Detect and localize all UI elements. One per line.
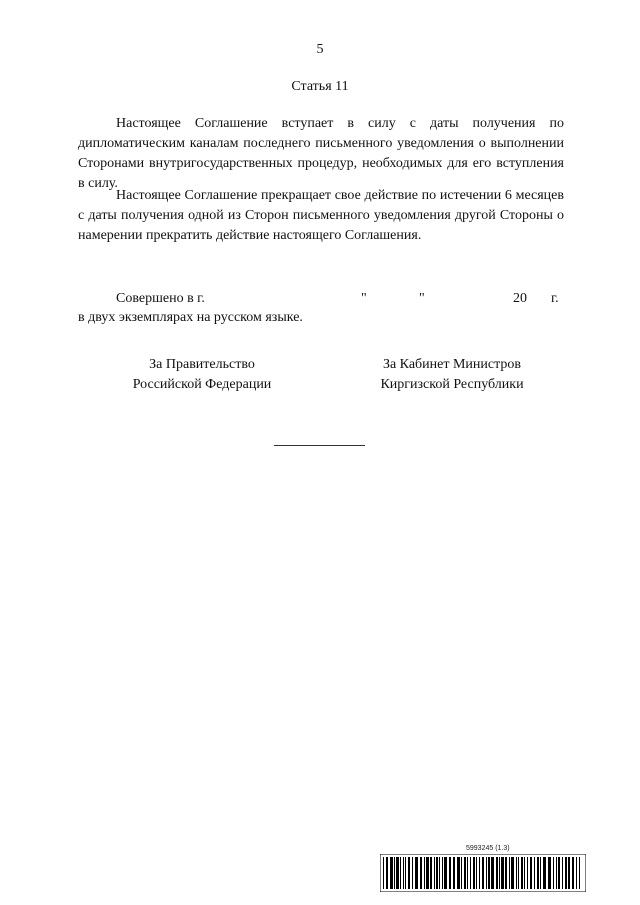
done-in-line	[78, 289, 564, 309]
copies-statement: в двух экземплярах на русском языке.	[78, 310, 303, 325]
barcode	[380, 854, 586, 892]
paragraph-termination: Настоящее Соглашение прекращает свое действие по истечении 6 месяцев с даты получения одной из Сторон письменного уведомления другой Стороны о намерении прекратить действие настоящего Соглашения.	[78, 188, 564, 243]
date-quote-open: "	[361, 291, 367, 306]
signatory-kyrgyzstan	[332, 355, 572, 395]
signatory-kyrgyzstan-line2: Киргизской Республики	[380, 377, 524, 392]
date-quote-close: "	[419, 291, 425, 306]
done-in-label: Совершено в г.	[116, 291, 205, 306]
end-divider	[274, 445, 365, 446]
signatory-russia	[82, 355, 322, 395]
signatory-russia-line1: За Правительство	[149, 357, 255, 372]
year-suffix: г.	[551, 291, 559, 306]
paragraph-entry-into-force: Настоящее Соглашение вступает в силу с даты получения по дипломатическим каналам последнего письменного уведомления о выполнении Сторонами внутригосударственных процедур, необходимых для его вступления в силу.	[78, 116, 564, 191]
signatory-kyrgyzstan-line1: За Кабинет Министров	[382, 357, 522, 372]
signatory-russia-line2: Российской Федерации	[132, 377, 272, 392]
article-title: Статья 11	[291, 79, 349, 94]
page-number: 5	[316, 42, 324, 57]
document-code: 5993245 (1.3)	[466, 845, 510, 852]
year-prefix: 20	[513, 291, 527, 306]
